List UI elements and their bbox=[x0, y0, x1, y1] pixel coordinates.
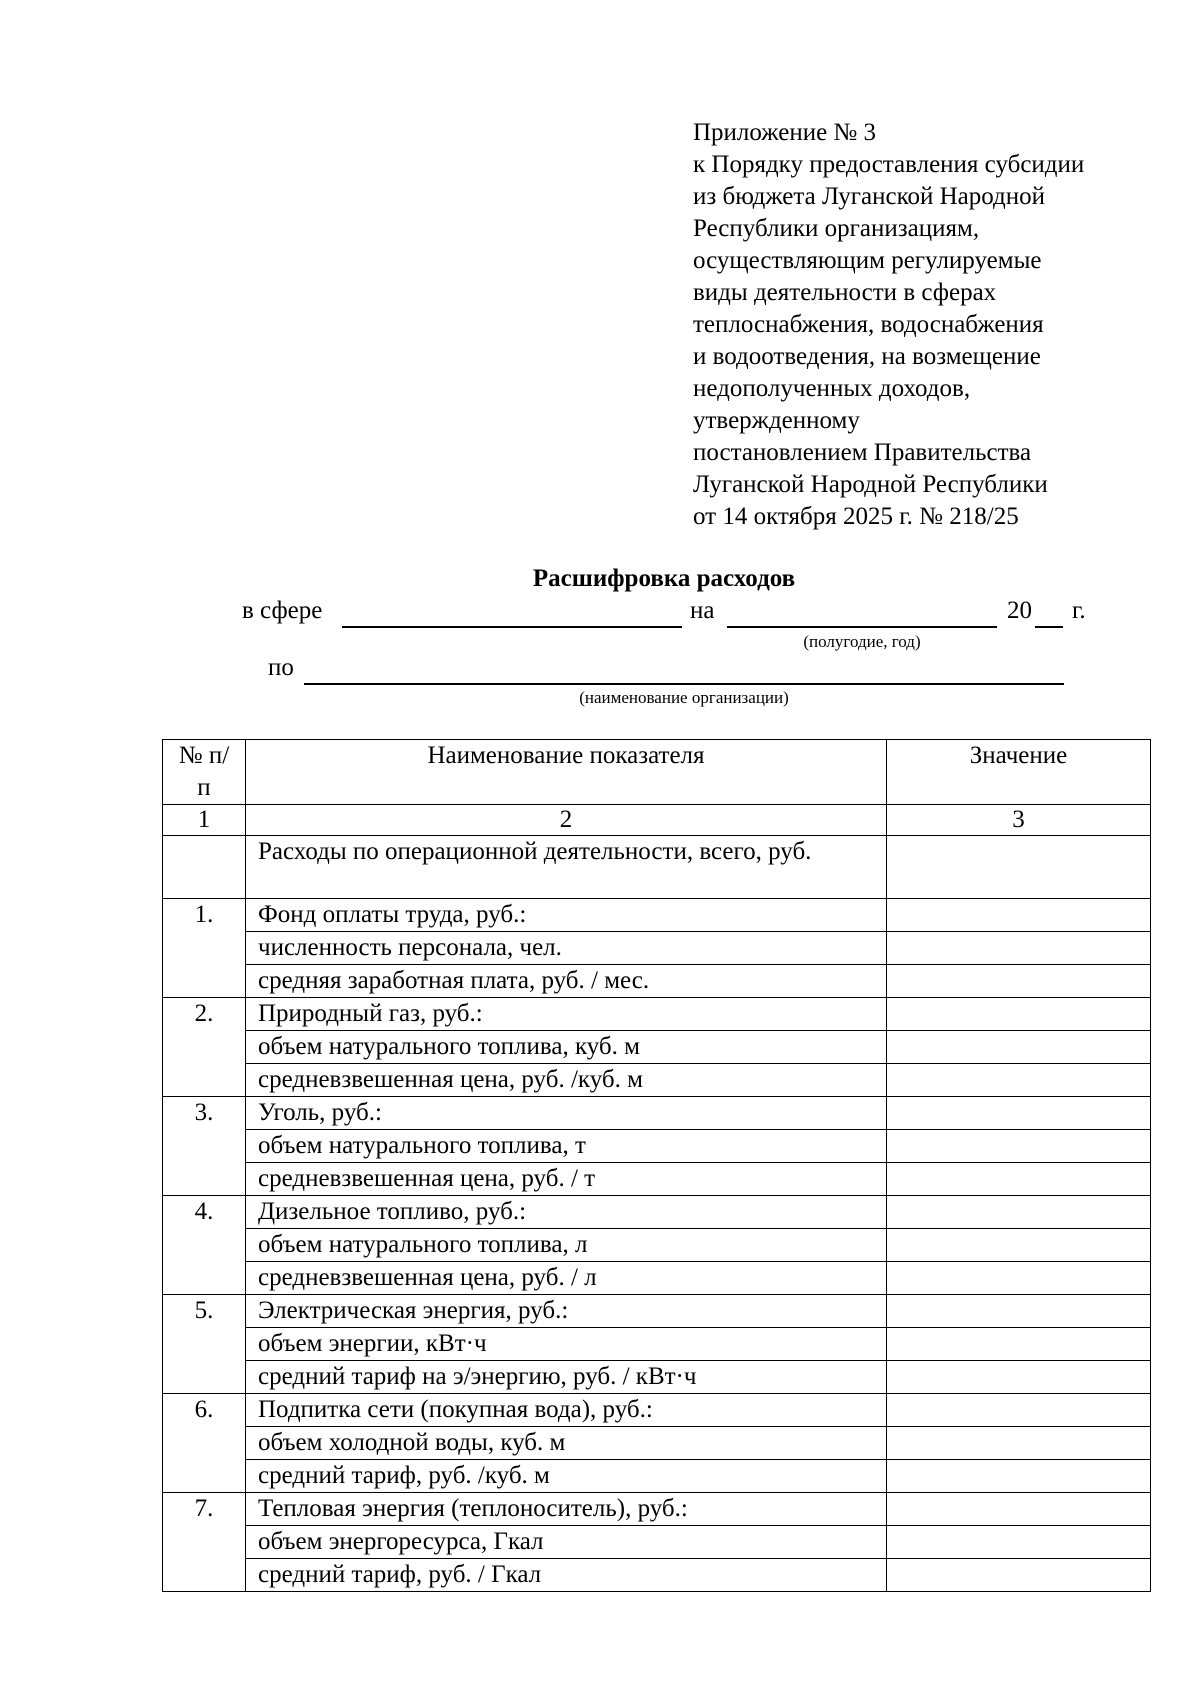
value-cell[interactable] bbox=[887, 1031, 1151, 1064]
appendix-line: виды деятельности в сферах bbox=[693, 279, 997, 306]
sphere-blank[interactable] bbox=[342, 626, 682, 628]
table-header-row bbox=[163, 740, 1151, 805]
indicator-name: объем натурального топлива, т bbox=[246, 1130, 887, 1163]
table-row bbox=[163, 1526, 1151, 1559]
value-cell[interactable] bbox=[887, 1394, 1151, 1427]
total-number-cell bbox=[163, 836, 246, 899]
table-row bbox=[163, 1064, 1151, 1097]
appendix-line: Луганской Народной Республики bbox=[693, 471, 1048, 498]
indicator-name: Тепловая энергия (теплоноситель), руб.: bbox=[246, 1493, 887, 1526]
appendix-line: теплоснабжения, водоснабжения bbox=[693, 311, 1044, 338]
appendix-line: из бюджета Луганской Народной bbox=[693, 183, 1046, 210]
period-caption: (полугодие, год) bbox=[803, 632, 921, 651]
value-cell[interactable] bbox=[887, 1328, 1151, 1361]
table-row bbox=[163, 1427, 1151, 1460]
value-cell[interactable] bbox=[887, 899, 1151, 932]
appendix-line: постановлением Правительства bbox=[693, 439, 1032, 466]
table-row bbox=[163, 1229, 1151, 1262]
year-blank[interactable] bbox=[1035, 626, 1063, 628]
value-cell[interactable] bbox=[887, 1559, 1151, 1592]
col-number-1: 1 bbox=[163, 805, 246, 836]
total-row bbox=[163, 836, 1151, 899]
table-row bbox=[163, 932, 1151, 965]
table-row bbox=[163, 965, 1151, 998]
value-cell[interactable] bbox=[887, 1130, 1151, 1163]
table-row bbox=[163, 1262, 1151, 1295]
table-row bbox=[163, 1031, 1151, 1064]
indicator-name: численность персонала, чел. bbox=[246, 932, 887, 965]
row-number: 3. bbox=[163, 1097, 246, 1196]
indicator-name: средневзвешенная цена, руб. / л bbox=[246, 1262, 887, 1295]
row-number: 6. bbox=[163, 1394, 246, 1493]
table-row bbox=[163, 998, 1151, 1031]
appendix-line: и водоотведения, на возмещение bbox=[693, 343, 1041, 370]
table-row bbox=[163, 1559, 1151, 1592]
value-cell[interactable] bbox=[887, 1064, 1151, 1097]
table-row bbox=[163, 1163, 1151, 1196]
appendix-line: недополученных доходов, bbox=[693, 375, 971, 402]
total-label: Расходы по операционной деятельности, всего, руб. bbox=[246, 836, 887, 899]
appendix-line: от 14 октября 2025 г. № 218/25 bbox=[693, 503, 1019, 530]
organization-blank[interactable] bbox=[304, 683, 1064, 685]
table-row bbox=[163, 1130, 1151, 1163]
appendix-block bbox=[693, 117, 1084, 533]
value-cell[interactable] bbox=[887, 1097, 1151, 1130]
table-row bbox=[163, 1295, 1151, 1328]
header-value: Значение bbox=[887, 740, 1151, 805]
indicator-name: Дизельное топливо, руб.: bbox=[246, 1196, 887, 1229]
table-row bbox=[163, 1493, 1151, 1526]
value-cell[interactable] bbox=[887, 932, 1151, 965]
appendix-line: осуществляющим регулируемые bbox=[693, 247, 1042, 274]
indicator-name: объем холодной воды, куб. м bbox=[246, 1427, 887, 1460]
row-number: 5. bbox=[163, 1295, 246, 1394]
indicator-name: Фонд оплаты труда, руб.: bbox=[246, 899, 887, 932]
table-row bbox=[163, 1394, 1151, 1427]
value-cell[interactable] bbox=[887, 1262, 1151, 1295]
value-cell[interactable] bbox=[887, 1460, 1151, 1493]
table-row bbox=[163, 1097, 1151, 1130]
value-cell[interactable] bbox=[887, 1295, 1151, 1328]
indicator-name: объем энергоресурса, Гкал bbox=[246, 1526, 887, 1559]
appendix-line: утвержденному bbox=[693, 407, 860, 434]
row-number: 2. bbox=[163, 998, 246, 1097]
value-cell[interactable] bbox=[887, 965, 1151, 998]
column-number-row bbox=[163, 805, 1151, 836]
table-row bbox=[163, 1460, 1151, 1493]
organization-caption: (наименование организации) bbox=[579, 688, 789, 707]
document-title: Расшифровка расходов bbox=[532, 565, 796, 592]
indicator-name: Электрическая энергия, руб.: bbox=[246, 1295, 887, 1328]
header-number: № п/п bbox=[163, 740, 246, 805]
value-cell[interactable] bbox=[887, 1493, 1151, 1526]
row-number: 7. bbox=[163, 1493, 246, 1592]
on-label: на bbox=[690, 597, 715, 624]
by-label: по bbox=[268, 654, 294, 681]
value-cell[interactable] bbox=[887, 1163, 1151, 1196]
col-number-3: 3 bbox=[887, 805, 1151, 836]
value-cell[interactable] bbox=[887, 1526, 1151, 1559]
indicator-name: Подпитка сети (покупная вода), руб.: bbox=[246, 1394, 887, 1427]
indicator-name: средний тариф, руб. / Гкал bbox=[246, 1559, 887, 1592]
header-indicator: Наименование показателя bbox=[246, 740, 887, 805]
row-number: 4. bbox=[163, 1196, 246, 1295]
sphere-label: в сфере bbox=[242, 597, 323, 624]
value-cell[interactable] bbox=[887, 1361, 1151, 1394]
indicator-name: Уголь, руб.: bbox=[246, 1097, 887, 1130]
indicator-name: средневзвешенная цена, руб. / т bbox=[246, 1163, 887, 1196]
year-suffix: г. bbox=[1072, 597, 1086, 624]
value-cell[interactable] bbox=[887, 1427, 1151, 1460]
total-value-cell[interactable] bbox=[887, 836, 1151, 899]
indicator-name: Природный газ, руб.: bbox=[246, 998, 887, 1031]
period-blank[interactable] bbox=[727, 626, 997, 628]
appendix-line: Приложение № 3 bbox=[693, 119, 877, 146]
appendix-line: к Порядку предоставления субсидии bbox=[693, 151, 1085, 178]
value-cell[interactable] bbox=[887, 1229, 1151, 1262]
col-number-2: 2 bbox=[246, 805, 887, 836]
indicator-name: средний тариф, руб. /куб. м bbox=[246, 1460, 887, 1493]
table-row bbox=[163, 899, 1151, 932]
indicator-name: объем натурального топлива, куб. м bbox=[246, 1031, 887, 1064]
indicator-name: средневзвешенная цена, руб. /куб. м bbox=[246, 1064, 887, 1097]
year-prefix: 20 bbox=[1007, 597, 1032, 624]
expenses-table bbox=[162, 739, 1151, 1592]
table-row bbox=[163, 1328, 1151, 1361]
table-row bbox=[163, 1361, 1151, 1394]
indicator-name: объем натурального топлива, л bbox=[246, 1229, 887, 1262]
table-row bbox=[163, 1196, 1151, 1229]
row-number: 1. bbox=[163, 899, 246, 998]
indicator-name: средний тариф на э/энергию, руб. / кВт·ч bbox=[246, 1361, 887, 1394]
indicator-name: средняя заработная плата, руб. / мес. bbox=[246, 965, 887, 998]
appendix-line: Республики организациям, bbox=[693, 215, 980, 242]
value-cell[interactable] bbox=[887, 1196, 1151, 1229]
value-cell[interactable] bbox=[887, 998, 1151, 1031]
indicator-name: объем энергии, кВт·ч bbox=[246, 1328, 887, 1361]
